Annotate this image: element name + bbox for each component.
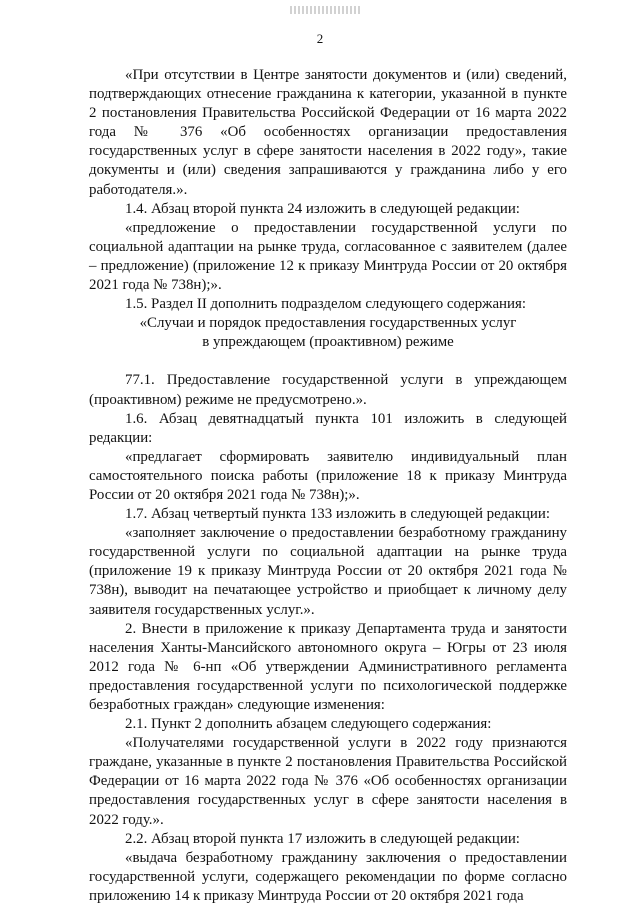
scan-artifact — [290, 6, 360, 14]
blank-line — [89, 352, 567, 371]
paragraph-1-4: 1.4. Абзац второй пункта 24 изложить в следующей редакции: — [125, 200, 520, 217]
subsection-heading-line-2: в упреждающем (проактивном) режиме — [202, 334, 454, 351]
paragraph-quote-center-absence: «При отсутствии в Центре занятости документов и (или) сведений, подтверждающих отнесение гражданина к категории, указанной в пункте 2 постановления Правительства Российской Федерации от 16 марта 2022 года № 376 «Об особенностях организации предоставления государственных услуг в сфере занятости населения в 2022 году», такие документы и (или) сведения запрашиваются у гражданина либо у его работодателя.». — [89, 67, 567, 198]
page-number: 2 — [316, 31, 324, 46]
paragraph-2-2: 2.2. Абзац второй пункта 17 изложить в следующей редакции: — [125, 830, 520, 847]
subsection-heading-line-1: «Случаи и порядок предоставления государственных услуг — [139, 315, 517, 332]
paragraph-1-4-text: «предложение о предоставлении государственной услуги по социальной адаптации на рынке труда, согласованное с заявителем (далее – предложение) (приложение 12 к приказу Минтруда России от 20 октября 2021 года № 738н);». — [89, 219, 567, 294]
paragraph-1-6: 1.6. Абзац девятнадцатый пункта 101 изложить в следующей редакции: — [89, 410, 567, 446]
paragraph-2-1: 2.1. Пункт 2 дополнить абзацем следующего содержания: — [125, 716, 492, 733]
paragraph-2-1-text: «Получателями государственной услуги в 2022 году признаются граждане, указанные в пункте 2 постановления Правительства Российской Федерации от 16 марта 2022 года № 376 «Об особенностях организации предоставления государственных услуг в сфере занятости населения в 2022 году.». — [89, 735, 567, 828]
paragraph-1-7: 1.7. Абзац четвертый пункта 133 изложить в следующей редакции: — [125, 506, 550, 523]
paragraph-1-7-text: «заполняет заключение о предоставлении безработному гражданину государственной услуги по социальной адаптации на рынке труда (приложение 19 к приказу Минтруда России от 20 октября 2021 года № 738н), выводит на печатающее устройство и приобщает к личному делу заявителя государственных услуг.». — [89, 525, 567, 618]
paragraph-2-2-text: «выдача безработному гражданину заключения о предоставлении государственной услуги, содержащего рекомендации по форме согласно приложению 14 к приказу Минтруда России от 20 октября 2021 года — [89, 849, 567, 904]
document-body — [89, 66, 567, 906]
paragraph-1-6-text: «предлагает сформировать заявителю индивидуальный план самостоятельного поиска работы (приложение 18 к приказу Минтруда России от 20 октября 2021 года № 738н);». — [89, 448, 567, 503]
paragraph-1-5: 1.5. Раздел II дополнить подразделом следующего содержания: — [125, 296, 526, 313]
paragraph-2: 2. Внести в приложение к приказу Департамента труда и занятости населения Ханты-Мансийского автономного округа – Югры от 23 июля 2012 года № 6-нп «Об утверждении Административного регламента предоставления государственной услуги по психологической поддержке безработных граждан» следующие изменения: — [89, 620, 567, 713]
paragraph-77-1: 77.1. Предоставление государственной услуги в упреждающем (проактивном) режиме не предусмотрено.». — [89, 372, 567, 408]
